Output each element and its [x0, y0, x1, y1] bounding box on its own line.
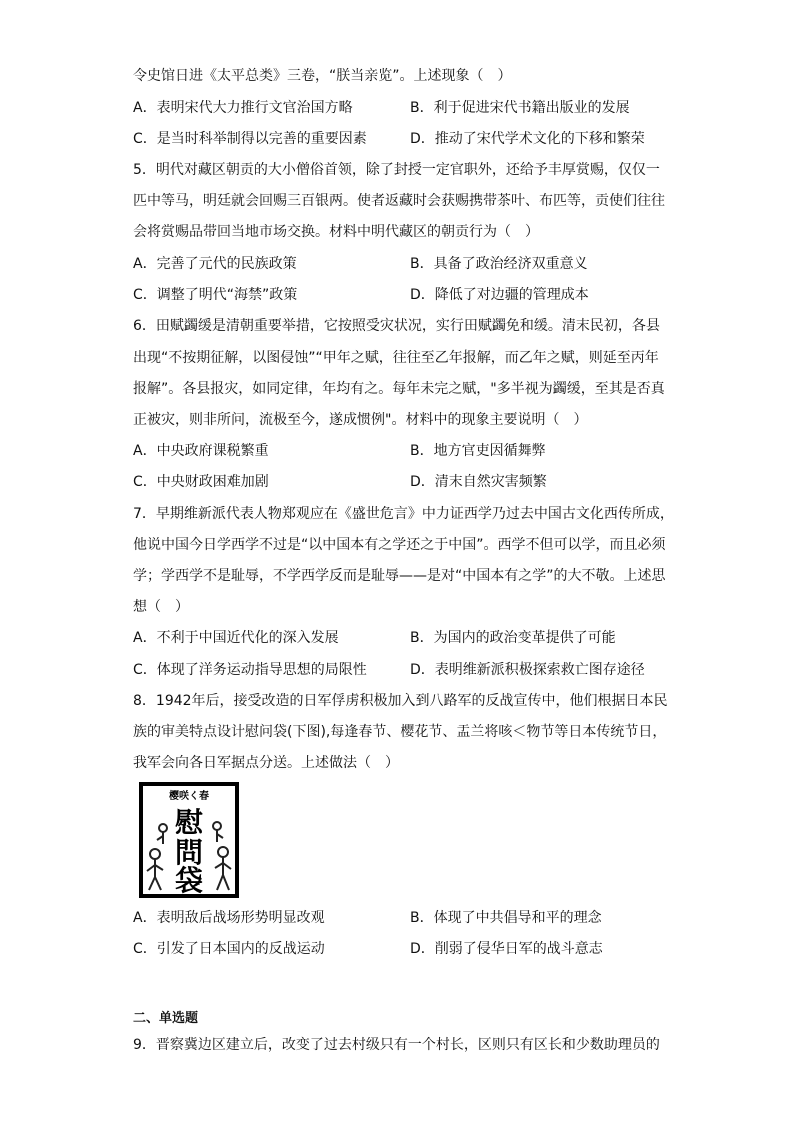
q4-stem-tail: 令史馆日进《太平总类》三卷，“朕当亲览”。上述现象（ ）: [133, 68, 512, 84]
q7-stem-line-2: 他说中国今日学西学不过是“以中国本有之学还之于中国”。西学不但可以学，而且必须: [133, 537, 666, 553]
q4-option-a: A．表明宋代大力推行文官治国方略: [133, 100, 353, 116]
q8-option-c: C．引发了日本国内的反战运动: [133, 941, 325, 957]
q8-option-b: B．体现了中共倡导和平的理念: [410, 910, 602, 926]
q4-option-b: B．利于促进宋代书籍出版业的发展: [410, 100, 630, 116]
q7-option-a: A．不利于中国近代化的深入发展: [133, 630, 339, 646]
section-title: 二、单选题: [133, 1011, 199, 1026]
comfort-bag-figure: [139, 782, 239, 898]
q8-stem-line-3: 我军会向各日军据点分送。上述做法（ ）: [133, 755, 399, 771]
q6-stem-line-2: 出现“不按期征解，以图侵蚀”“甲年之赋，往往至乙年报解，而乙年之赋，则延至丙年: [133, 350, 659, 366]
q7-option-c: C．体现了洋务运动指导思想的局限性: [133, 662, 367, 678]
q6-stem-line-1: 6．田赋蠲缓是清朝重要举措，它按照受灾状况，实行田赋蠲免和缓。清末民初，各县: [133, 318, 660, 334]
q9-stem-head: 9．晋察冀边区建立后，改变了过去村级只有一个村长，区则只有区长和少数助理员的: [133, 1037, 660, 1053]
comfort-bag-illustration: [139, 782, 239, 898]
figure-char-2: 問: [174, 836, 204, 869]
q7-stem-line-3: 学；学西学不是耻辱，不学西学反而是耻辱——是对“中国本有之学”的大不敬。上述思: [133, 568, 666, 584]
figure-top-text: 樱咲く春: [169, 791, 209, 802]
q8-stem-line-2: 族的审美特点设计慰问袋(下图),每逢春节、樱花节、盂兰将咳＜物节等日本传统节日，: [133, 724, 667, 740]
q6-stem-line-3: 报解”。各县报灾，如同定律，年均有之。每年未完之赋，"多半视为蠲缓，至其是否真: [133, 381, 665, 397]
q7-option-b: B．为国内的政治变革提供了可能: [410, 630, 616, 646]
q5-stem-line-2: 匹中等马，明廷就会回赐三百银两。使者返藏时会获赐携带茶叶、布匹等，贡使们往往: [133, 193, 665, 209]
figure-char-1: 慰: [174, 806, 204, 839]
q6-option-b: B．地方官吏因循舞弊: [410, 443, 546, 459]
q7-stem-line-4: 想（ ）: [133, 599, 189, 615]
q8-option-a: A．表明敌后战场形势明显改观: [133, 910, 325, 926]
q4-option-d: D．推动了宋代学术文化的下移和繁荣: [410, 131, 645, 147]
q6-stem-line-4: 正被灾，则非所问，流极至今，遂成惯例"。材料中的现象主要说明（ ）: [133, 412, 588, 428]
q7-stem-line-1: 7．早期维新派代表人物郑观应在《盛世危言》中力证西学乃过去中国古文化西传所成，: [133, 506, 674, 522]
q5-option-c: C．调整了明代“海禁”政策: [133, 287, 298, 303]
q5-stem-line-3: 会将赏赐品带回当地市场交换。材料中明代藏区的朝贡行为（ ）: [133, 224, 539, 240]
q5-stem-line-1: 5．明代对藏区朝贡的大小僧俗首领，除了封授一定官职外，还给予丰厚赏赐，仅仅一: [133, 162, 660, 178]
q7-option-d: D．表明维新派积极探索救亡图存途径: [410, 662, 645, 678]
q8-stem-line-1: 8．1942年后，接受改造的日军俘虏积极加入到八路军的反战宣传中，他们根据日本民: [133, 693, 668, 709]
q8-option-d: D．削弱了侵华日军的战斗意志: [410, 941, 603, 957]
q5-option-a: A．完善了元代的民族政策: [133, 256, 297, 272]
q6-option-a: A．中央政府课税繁重: [133, 443, 269, 459]
q5-option-d: D．降低了对边疆的管理成本: [410, 287, 589, 303]
q5-option-b: B．具备了政治经济双重意义: [410, 256, 588, 272]
q4-option-c: C．是当时科举制得以完善的重要因素: [133, 131, 367, 147]
q6-option-d: D．清末自然灾害频繁: [410, 474, 547, 490]
q6-option-c: C．中央财政困难加剧: [133, 474, 269, 490]
figure-char-3: 袋: [174, 864, 204, 897]
